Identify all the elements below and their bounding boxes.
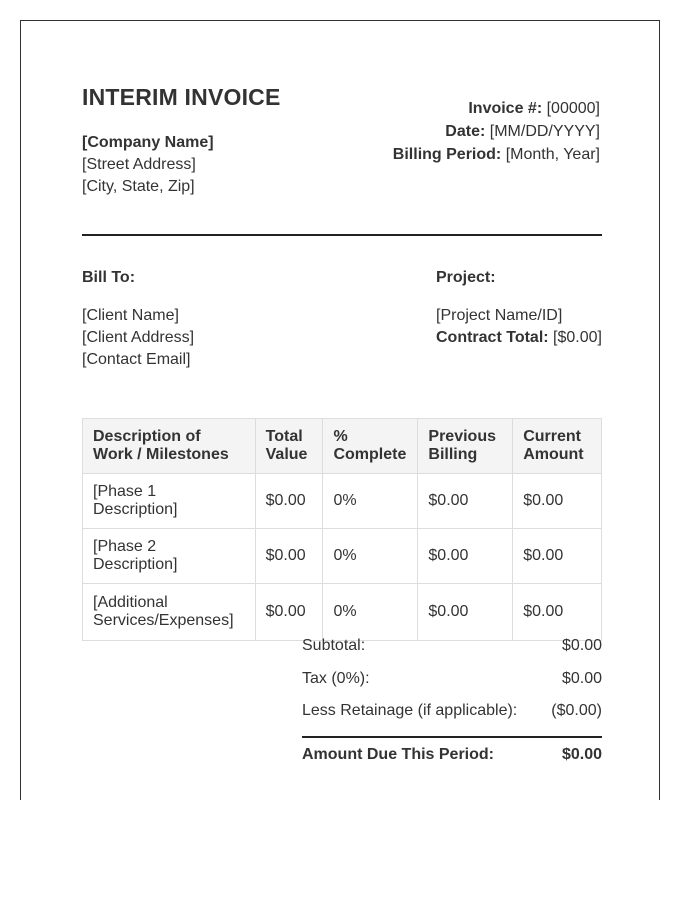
contract-total-label: Contract Total: bbox=[436, 329, 549, 346]
contract-total bbox=[436, 327, 602, 349]
retainage-value: ($0.00) bbox=[551, 702, 602, 719]
totals-divider bbox=[302, 736, 602, 738]
billing-period bbox=[393, 143, 600, 166]
contact-email: [Contact Email] bbox=[82, 351, 191, 368]
retainage-label: Less Retainage (if applicable): bbox=[302, 702, 518, 719]
company-street: [Street Address] bbox=[82, 156, 196, 173]
retainage-row bbox=[302, 700, 602, 733]
header-divider bbox=[82, 234, 602, 236]
tax-label: Tax (0%): bbox=[302, 669, 370, 687]
amount-due-label: Amount Due This Period: bbox=[302, 745, 494, 763]
invoice-meta bbox=[393, 97, 600, 166]
company-block bbox=[82, 132, 214, 198]
cell-total-value: $0.00 bbox=[255, 529, 323, 584]
cell-current-amount: $0.00 bbox=[513, 529, 602, 584]
cell-previous-billing: $0.00 bbox=[418, 584, 513, 641]
cell-previous-billing: $0.00 bbox=[418, 474, 513, 529]
subtotal-row bbox=[302, 635, 602, 668]
invoice-number-label: Invoice #: bbox=[468, 100, 543, 117]
bill-to-block bbox=[82, 267, 194, 371]
header-percent-complete: % Complete bbox=[323, 419, 418, 474]
subtotal-value: $0.00 bbox=[561, 637, 602, 654]
cell-description: [Phase 1 Description] bbox=[83, 474, 256, 529]
cell-current-amount: $0.00 bbox=[513, 474, 602, 529]
invoice-number bbox=[393, 97, 600, 120]
billing-period-label: Billing Period: bbox=[392, 146, 502, 163]
table-row bbox=[83, 529, 602, 584]
tax-row bbox=[302, 668, 602, 701]
cell-percent-complete: 0% bbox=[323, 474, 418, 529]
invoice-date bbox=[393, 120, 600, 143]
cell-percent-complete: 0% bbox=[323, 584, 418, 641]
invoice-date-label: Date: bbox=[445, 123, 486, 140]
items-table bbox=[82, 418, 602, 641]
header-total-value: Total Value bbox=[255, 419, 323, 474]
project-name: [Project Name/ID] bbox=[436, 307, 563, 324]
header-description: Description of Work / Milestones bbox=[83, 419, 256, 474]
cell-percent-complete: 0% bbox=[323, 529, 418, 584]
client-name: [Client Name] bbox=[82, 307, 179, 324]
invoice-page bbox=[20, 20, 660, 800]
project-label: Project: bbox=[436, 269, 496, 286]
amount-due-row bbox=[302, 744, 602, 766]
cell-current-amount: $0.00 bbox=[513, 584, 602, 641]
contract-total-value: [$0.00] bbox=[553, 329, 602, 346]
header-previous-billing: Previous Billing bbox=[418, 419, 513, 474]
cell-previous-billing: $0.00 bbox=[418, 529, 513, 584]
subtotal-label: Subtotal: bbox=[302, 637, 366, 654]
invoice-number-value: [00000] bbox=[546, 100, 600, 117]
invoice-date-value: [MM/DD/YYYY] bbox=[489, 123, 600, 140]
table-row bbox=[83, 474, 602, 529]
cell-description: [Additional Services/Expenses] bbox=[83, 584, 256, 641]
totals-block bbox=[302, 635, 602, 766]
billing-period-value: [Month, Year] bbox=[505, 146, 600, 163]
amount-due-value: $0.00 bbox=[561, 745, 602, 763]
tax-value: $0.00 bbox=[561, 669, 602, 687]
header-current-amount: Current Amount bbox=[513, 419, 602, 474]
cell-total-value: $0.00 bbox=[255, 474, 323, 529]
client-address: [Client Address] bbox=[82, 329, 195, 346]
bill-to-label: Bill To: bbox=[82, 269, 136, 286]
company-city: [City, State, Zip] bbox=[82, 178, 195, 195]
project-block bbox=[436, 267, 602, 349]
invoice-title: INTERIM INVOICE bbox=[82, 84, 281, 110]
cell-total-value: $0.00 bbox=[255, 584, 323, 641]
table-row bbox=[83, 584, 602, 641]
company-name: [Company Name] bbox=[82, 134, 214, 151]
table-header-row bbox=[83, 419, 602, 474]
cell-description: [Phase 2 Description] bbox=[83, 529, 256, 584]
